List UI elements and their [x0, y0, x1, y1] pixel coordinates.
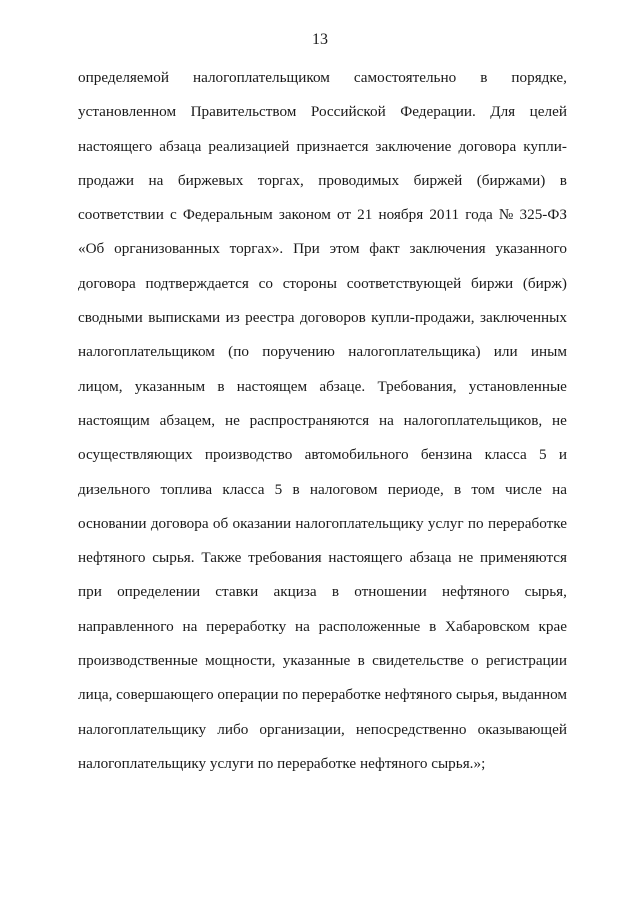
- word: в: [480, 69, 488, 86]
- word: регистрации: [485, 652, 567, 670]
- word: реестра: [245, 309, 295, 327]
- word: самостоятельно: [353, 69, 457, 86]
- word: о: [471, 652, 479, 670]
- word: на: [378, 411, 394, 429]
- word: на: [182, 617, 198, 635]
- word: порядке,: [511, 69, 567, 86]
- word: свидетельстве: [372, 652, 464, 670]
- word: При: [293, 240, 320, 258]
- word: Для: [490, 103, 516, 121]
- word: купли-продажи,: [371, 309, 475, 327]
- word: налогоплательщиком: [192, 69, 330, 86]
- word: в: [429, 617, 437, 635]
- word: переработку: [206, 617, 287, 635]
- word: налогоплательщика): [348, 343, 481, 361]
- word: основании: [78, 514, 147, 532]
- word: от: [337, 206, 352, 224]
- word: установленные: [468, 377, 567, 395]
- word: договора: [458, 137, 517, 155]
- word: ноября: [378, 206, 424, 224]
- word: переработке: [487, 514, 567, 532]
- text-line: [78, 203, 567, 237]
- word: «Об: [78, 240, 105, 258]
- text-line: [78, 306, 567, 340]
- word: 2011: [429, 206, 460, 224]
- word: налогоплательщику: [78, 720, 207, 738]
- word: законом: [278, 206, 331, 224]
- word: договора: [78, 274, 136, 292]
- word: Федеральным: [182, 206, 273, 224]
- word: торгах».: [229, 240, 284, 258]
- word: непосредственно: [355, 720, 467, 738]
- word: соответствии: [78, 206, 164, 224]
- word: Российской: [310, 103, 386, 121]
- word: договора: [150, 514, 209, 532]
- word: абзаца: [409, 549, 452, 567]
- text-line: [78, 718, 567, 752]
- word: торгах,: [257, 171, 304, 189]
- word: нефтяного: [384, 686, 453, 704]
- word: осуществляющих: [78, 446, 193, 464]
- word: выписками: [148, 309, 221, 327]
- word: периоде,: [387, 480, 444, 498]
- word: Также: [201, 549, 242, 567]
- word: реализацией: [208, 137, 290, 155]
- word: производство: [204, 446, 293, 464]
- word: автомобильного: [304, 446, 409, 464]
- word: 21: [357, 206, 373, 224]
- word: класса: [484, 446, 527, 464]
- word: Правительством: [190, 103, 297, 121]
- word: не: [224, 411, 240, 429]
- word: договоров: [299, 309, 366, 327]
- word: налоговом: [309, 480, 378, 498]
- word: услуг: [427, 514, 464, 532]
- text-line: [78, 683, 567, 717]
- word: бензина: [420, 446, 473, 464]
- word: распространяются: [249, 411, 370, 429]
- text-line: [78, 478, 567, 512]
- word: в: [559, 171, 567, 189]
- word: Требования,: [377, 377, 457, 395]
- word: года: [465, 206, 493, 224]
- word: налогоплательщику: [295, 514, 424, 532]
- word: по: [467, 514, 484, 532]
- word: переработке: [301, 686, 381, 704]
- word: заключение: [375, 137, 452, 155]
- word: на: [295, 617, 310, 635]
- word: расположенные: [318, 617, 421, 635]
- word: на: [148, 171, 164, 189]
- word: совершающего: [116, 686, 214, 704]
- text-line: налогоплательщику услуги по переработке нефтяного сырья.»;: [78, 754, 486, 772]
- word: при: [78, 583, 102, 601]
- word: производственные: [78, 652, 198, 670]
- word: оказании: [232, 514, 292, 532]
- word: биржевых: [177, 171, 244, 189]
- word: Федерации.: [400, 103, 476, 121]
- word: либо: [217, 720, 249, 738]
- word: целей: [529, 103, 567, 121]
- text-line: [78, 580, 567, 614]
- word: не: [552, 411, 567, 429]
- word: биржей: [413, 171, 463, 189]
- word: по: [282, 686, 299, 704]
- word: ставки: [215, 583, 259, 601]
- word: указанные: [282, 652, 351, 670]
- word: выданном: [501, 686, 567, 704]
- word: в: [454, 480, 462, 498]
- word: поручению: [262, 343, 335, 361]
- word: в: [292, 480, 300, 498]
- text-line: [78, 375, 567, 409]
- word: стороны: [282, 274, 337, 292]
- word: настоящего: [328, 549, 403, 567]
- text-line: [78, 100, 567, 134]
- word: (бирж): [522, 274, 567, 292]
- word: в: [217, 377, 225, 395]
- text-line: [78, 340, 567, 374]
- word: настоящим: [78, 411, 150, 429]
- word: настоящего: [78, 137, 153, 155]
- text-line: [78, 237, 567, 271]
- word: соответствующей: [346, 274, 462, 292]
- word: 5: [274, 480, 283, 498]
- word: факт: [369, 240, 400, 258]
- word: оказывающей: [477, 720, 567, 738]
- word: отношении: [354, 583, 427, 601]
- text-line: [78, 649, 567, 683]
- text-line: [78, 66, 567, 100]
- word: иным: [530, 343, 567, 361]
- word: операции: [217, 686, 279, 704]
- word: крае: [538, 617, 567, 635]
- word: налогоплательщиков,: [403, 411, 543, 429]
- word: сводными: [78, 309, 143, 327]
- word: том: [471, 480, 495, 498]
- word: нефтяного: [78, 549, 146, 567]
- word: числе: [505, 480, 542, 498]
- word: абзаце.: [319, 377, 366, 395]
- word: (по: [228, 343, 249, 361]
- word: лицом,: [78, 377, 123, 395]
- word: налогоплательщиком: [78, 343, 215, 361]
- word: и: [558, 446, 567, 464]
- word: со: [258, 274, 273, 292]
- word: об: [212, 514, 229, 532]
- word: применяются: [479, 549, 567, 567]
- text-line: [78, 409, 567, 443]
- word: нефтяного: [441, 583, 510, 601]
- word: заключения: [409, 240, 486, 258]
- text-line: [78, 615, 567, 649]
- word: дизельного: [78, 480, 151, 498]
- word: в: [357, 652, 365, 670]
- word: Хабаровском: [445, 617, 530, 635]
- word: или: [493, 343, 518, 361]
- text-line: [78, 546, 567, 580]
- body-text: [78, 66, 567, 786]
- word: этом: [329, 240, 360, 258]
- word: указанного: [495, 240, 567, 258]
- word: указанным: [134, 377, 206, 395]
- word: определяемой: [78, 69, 169, 86]
- word: купли-: [523, 137, 567, 155]
- word: сырья,: [455, 686, 499, 704]
- word: настоящем: [236, 377, 308, 395]
- word: определении: [117, 583, 201, 601]
- word: не: [458, 549, 474, 567]
- word: требования: [248, 549, 322, 567]
- word: из: [225, 309, 240, 327]
- text-line: [78, 169, 567, 203]
- word: сырья,: [524, 583, 567, 601]
- word: организованных: [114, 240, 220, 258]
- text-line: [78, 135, 567, 169]
- word: лица,: [78, 686, 113, 704]
- word: акциза: [273, 583, 317, 601]
- word: 325-ФЗ: [519, 206, 567, 224]
- word: установленном: [78, 103, 177, 121]
- text-line: [78, 443, 567, 477]
- text-line: [78, 512, 567, 546]
- word: (биржами): [476, 171, 546, 189]
- word: абзаца: [159, 137, 202, 155]
- page-number: 13: [312, 31, 328, 48]
- word: направленного: [78, 617, 174, 635]
- word: заключенных: [480, 309, 567, 327]
- word: на: [552, 480, 567, 498]
- word: абзацем,: [159, 411, 216, 429]
- word: признается: [296, 137, 369, 155]
- word: проводимых: [318, 171, 400, 189]
- word: организации,: [259, 720, 345, 738]
- word: биржи: [471, 274, 514, 292]
- word: в: [331, 583, 339, 601]
- word: подтверждается: [145, 274, 249, 292]
- word: класса: [222, 480, 265, 498]
- word: топлива: [160, 480, 213, 498]
- text-line: [78, 272, 567, 306]
- word: сырья.: [152, 549, 195, 567]
- word: с: [169, 206, 177, 224]
- word: №: [498, 206, 514, 224]
- word: продажи: [78, 171, 134, 189]
- word: 5: [538, 446, 547, 464]
- word: мощности,: [205, 652, 276, 670]
